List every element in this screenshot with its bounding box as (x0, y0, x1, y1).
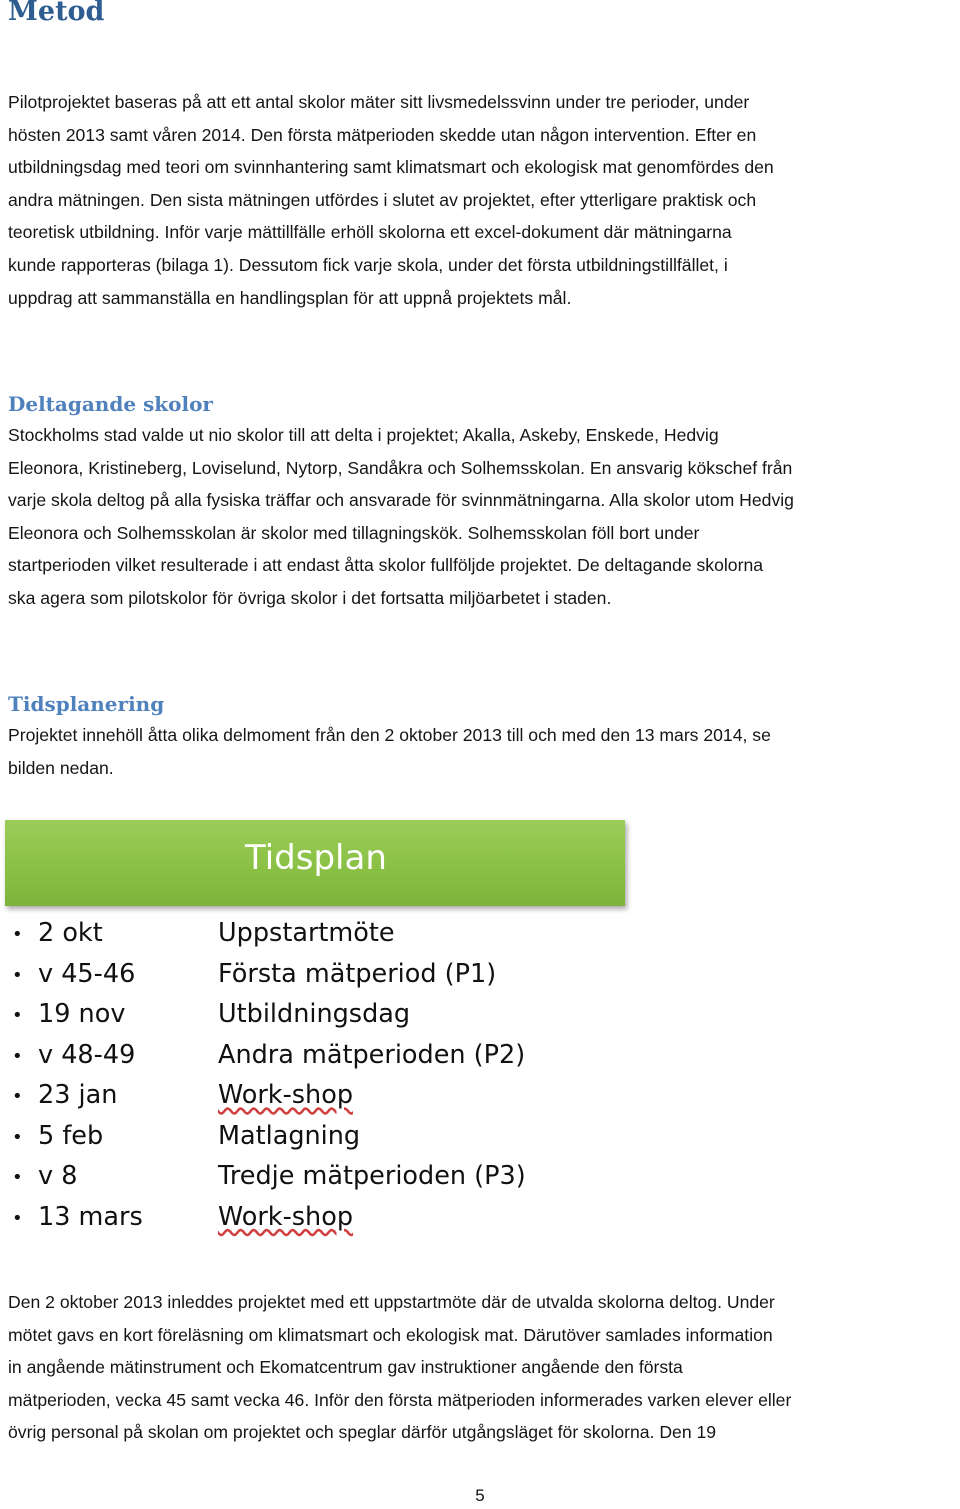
bullet-icon: • (12, 1207, 23, 1229)
bullet-icon: • (12, 924, 23, 945)
closing-paragraph (8, 1286, 960, 1449)
tidsplan-date: 23 jan (38, 1080, 118, 1110)
tidsplan-event: Uppstartmöte (218, 918, 395, 948)
bullet-icon: • (12, 1086, 23, 1107)
tidsplan-event: Tredje mätperioden (P3) (218, 1161, 526, 1191)
tidsplan-item (0, 1038, 620, 1079)
intro-line: hösten 2013 samt våren 2014. Den första mätperioden skedde utan någon intervention. Efter en (8, 124, 757, 145)
closing-line: Den 2 oktober 2013 inleddes projektet med ett uppstartmöte där de utvalda skolorna deltog. Under (8, 1292, 775, 1312)
tidsplan-event: Första mätperiod (P1) (218, 958, 497, 989)
intro-line: andra mätningen. Den sista mätningen utfördes i slutet av projektet, efter ytterligare praktisk och (8, 189, 757, 210)
tidsplan-date: v 48-49 (38, 1039, 136, 1070)
intro-line: utbildningsdag med teori om svinnhantering samt klimatsmart och ekologisk mat genomfördes den (8, 157, 774, 178)
tidsplan-item (0, 1159, 620, 1200)
page-heading: Metod (8, 0, 105, 27)
tidsplan-date: v 8 (38, 1161, 78, 1191)
tidsplan-date: 5 feb (38, 1120, 104, 1151)
timeline-line: bilden nedan. (8, 757, 114, 778)
closing-line: mätperioden, vecka 45 samt vecka 46. Inför den första mätperioden informerades varken elever eller (8, 1389, 792, 1410)
schools-heading: Deltagande skolor (8, 392, 213, 416)
tidsplan-item (0, 916, 620, 957)
tidsplan-date: v 45-46 (38, 958, 136, 989)
bullet-icon: • (12, 1167, 23, 1188)
tidsplan-title: Tidsplan (245, 838, 387, 878)
timeline-heading: Tidsplanering (8, 692, 165, 716)
intro-line: uppdrag att sammanställa en handlingsplan för att uppnå projektets mål. (8, 287, 572, 308)
tidsplan-date: 2 okt (38, 918, 103, 948)
tidsplan-event: Work-shop (218, 1201, 354, 1232)
timeline-paragraph (8, 719, 960, 784)
tidsplan-item (0, 1078, 620, 1119)
tidsplan-item (0, 1200, 620, 1241)
schools-line: varje skola deltog på alla fysiska träffar och ansvarade för svinnmätningarna. Alla skolor utom Hedvig (8, 490, 794, 511)
intro-line: Pilotprojektet baseras på att ett antal skolor mäter sitt livsmedelssvinn under tre perioder, under (8, 92, 750, 112)
tidsplan-event: Matlagning (218, 1120, 361, 1151)
tidsplan-date: 19 nov (38, 999, 126, 1029)
page-number: 5 (475, 1486, 485, 1505)
schools-line: Stockholms stad valde ut nio skolor till att delta i projektet; Akalla, Askeby, Enskede, Hedvig (8, 425, 719, 445)
closing-line: övrig personal på skolan om projektet och speglar därför utgångsläget för skolorna. Den 19 (8, 1422, 717, 1443)
schools-line: startperioden vilket resulterade i att endast åtta skolor fullföljde projektet. De deltagande skolorna (8, 555, 764, 576)
bullet-icon: • (12, 964, 23, 986)
schools-line: Eleonora, Kristineberg, Loviselund, Nytorp, Sandåkra och Solhemsskolan. En ansvarig kökschef från (8, 457, 793, 478)
tidsplan-item (0, 1119, 620, 1160)
tidsplan-event: Utbildningsdag (218, 999, 411, 1029)
timeline-line: Projektet innehöll åtta olika delmoment från den 2 oktober 2013 till och med den 13 mars 2014, se (8, 725, 771, 745)
tidsplan-date: 13 mars (38, 1201, 143, 1232)
closing-line: in angående mätinstrument och Ekomatcentrum gav instruktioner angående den första (8, 1357, 683, 1378)
schools-line: ska agera som pilotskolor för övriga skolor i det fortsatta miljöarbetet i staden. (8, 587, 612, 608)
tidsplan-banner (5, 820, 625, 906)
schools-line: Eleonora och Solhemsskolan är skolor med tillagningskök. Solhemsskolan föll bort under (8, 522, 700, 543)
tidsplan-item (0, 957, 620, 998)
tidsplan-event: Andra mätperioden (P2) (218, 1039, 526, 1070)
intro-line: kunde rapporteras (bilaga 1). Dessutom fick varje skola, under det första utbildningstillfället, i (8, 254, 728, 275)
schools-paragraph (8, 419, 960, 615)
tidsplan-item (0, 997, 620, 1038)
intro-line: teoretisk utbildning. Inför varje mättillfälle erhöll skolorna ett excel-dokument där mätningarna (8, 222, 732, 243)
intro-paragraph (8, 86, 960, 314)
bullet-icon: • (12, 1005, 23, 1026)
bullet-icon: • (12, 1126, 23, 1148)
tidsplan-list (0, 916, 620, 1240)
tidsplan-event: Work-shop (218, 1080, 354, 1110)
closing-line: mötet gavs en kort föreläsning om klimatsmart och ekologisk mat. Därutöver samlades information (8, 1324, 773, 1345)
bullet-icon: • (12, 1045, 23, 1067)
